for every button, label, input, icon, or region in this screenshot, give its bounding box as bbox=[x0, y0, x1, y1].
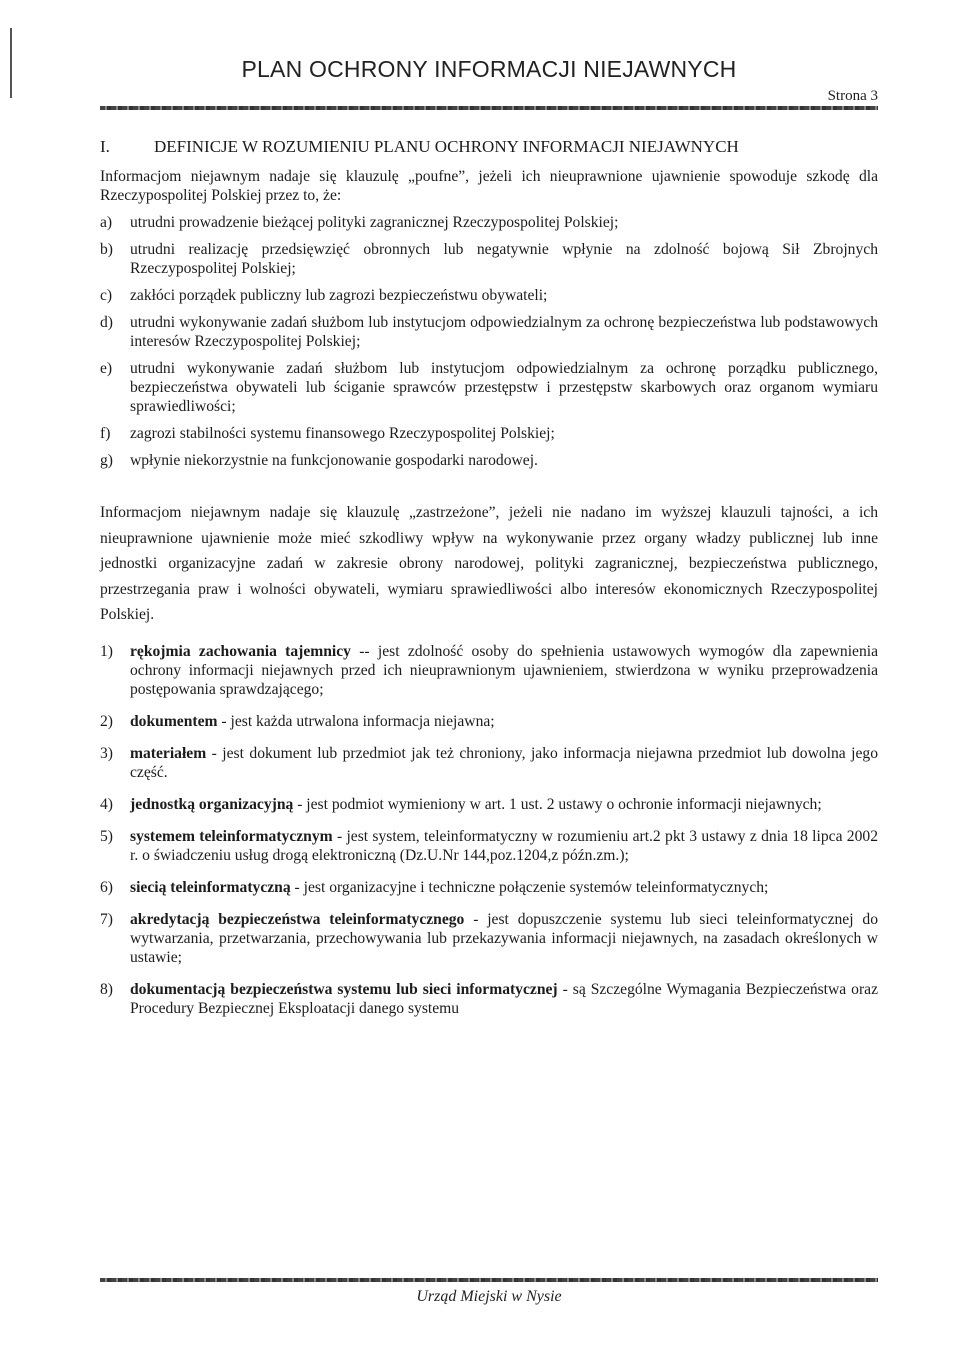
list-item-text: wpłynie niekorzystnie na funkcjonowanie gospodarki narodowej. bbox=[130, 452, 538, 469]
poufne-criteria-list bbox=[100, 213, 878, 470]
definitions-list bbox=[100, 642, 878, 1018]
definition-text: - jest dokument lub przedmiot jak też chroniony, jako informacja niejawna przedmiot lub dowolna jego część. bbox=[130, 744, 878, 781]
list-item-marker: c) bbox=[100, 287, 113, 304]
list-item-text: zakłóci porządek publiczny lub zagrozi bezpieczeństwu obywateli; bbox=[130, 287, 548, 304]
list-item bbox=[100, 313, 878, 351]
definition-body bbox=[130, 878, 878, 897]
definition-item bbox=[100, 980, 878, 1018]
definition-marker: 8) bbox=[100, 980, 113, 998]
definition-marker: 3) bbox=[100, 744, 113, 762]
list-item-text: utrudni wykonywanie zadań służbom lub instytucjom odpowiedzialnym za ochronę bezpieczeństwa lub podstawowych interesów Rzeczypospolitej Polskiej; bbox=[130, 314, 878, 350]
definition-text: - jest system, teleinformatyczny w rozumieniu art.2 pkt 3 ustawy z dnia 18 lipca 2002 r. o świadczeniu usług drogą elektroniczną (Dz.U.Nr 144,poz.1204,z późn.zm.); bbox=[130, 827, 878, 864]
scan-edge-mark bbox=[10, 28, 12, 98]
definition-marker: 6) bbox=[100, 878, 113, 896]
definition-body bbox=[130, 712, 878, 731]
list-item bbox=[100, 424, 878, 443]
definition-term: systemem teleinformatycznym bbox=[130, 827, 333, 845]
definition-body bbox=[130, 980, 878, 1018]
definition-text: -- jest zdolność osoby do spełnienia ustawowych wymogów dla zapewnienia ochrony informacji niejawnych przed ich nieuprawnionym ujawnieniem, stwierdzona w wyniku przeprowadzenia postępowania sprawdzającego; bbox=[130, 642, 878, 698]
definition-term: materiałem bbox=[130, 744, 207, 762]
definition-item bbox=[100, 878, 878, 897]
definition-term: dokumentem bbox=[130, 712, 218, 730]
list-item-text: utrudni realizację przedsięwzięć obronnych lub negatywnie wpłynie na zdolność bojową Sił Zbrojnych Rzeczypospolitej Polskiej; bbox=[130, 241, 878, 277]
definition-marker: 1) bbox=[100, 642, 113, 660]
definition-term: dokumentacją bezpieczeństwa systemu lub sieci informatycznej bbox=[130, 980, 558, 998]
list-item-marker: a) bbox=[100, 214, 113, 231]
paragraph-zastrzezone: Informacjom niejawnym nadaje się klauzulę „zastrzeżone”, jeżeli nie nadano im wyższej klauzuli tajności, a ich nieuprawnione ujawnienie może mieć szkodliwy wpływ na wykonywanie przez organy władzy publicznej lub inne jednostki organizacyjne zadań w zakresie obrony narodowej, polityki zagranicznej, bezpieczeństwa publicznego, przestrzegania praw i wolności obywateli, wymiaru sprawiedliwości albo interesów ekonomicznych Rzeczypospolitej Polskiej. bbox=[100, 504, 878, 623]
definition-text: - jest organizacyjne i techniczne połączenie systemów teleinformatycznych; bbox=[290, 878, 769, 896]
definition-body bbox=[130, 744, 878, 782]
definition-body bbox=[130, 827, 878, 865]
page-footer: Urząd Miejski w Nysie bbox=[416, 1288, 562, 1305]
definition-item bbox=[100, 910, 878, 967]
paragraph-poufne: Informacjom niejawnym nadaje się klauzulę „poufne”, jeżeli ich nieuprawnione ujawnienie spowoduje szkodę dla Rzeczypospolitej Polskiej przez to, że: bbox=[100, 168, 878, 204]
definition-item bbox=[100, 712, 878, 731]
page-content bbox=[100, 136, 878, 1031]
definition-item bbox=[100, 642, 878, 699]
list-item-text: utrudni prowadzenie bieżącej polityki zagranicznej Rzeczypospolitej Polskiej; bbox=[130, 214, 619, 231]
page-number: Strona 3 bbox=[827, 88, 878, 104]
list-item bbox=[100, 240, 878, 278]
list-item bbox=[100, 213, 878, 232]
definition-term: akredytacją bezpieczeństwa teleinformatycznego bbox=[130, 910, 465, 928]
definition-marker: 7) bbox=[100, 910, 113, 928]
list-item-marker: f) bbox=[100, 425, 111, 442]
section-number: I. bbox=[100, 137, 110, 156]
list-item-text: utrudni wykonywanie zadań służbom lub instytucjom odpowiedzialnym za ochronę porządku publicznego, bezpieczeństwa obywateli lub ściganie sprawców przestępstw i przestępstw skarbowych oraz organom wymiaru sprawiedliwości; bbox=[130, 360, 878, 415]
list-item-text: zagrozi stabilności systemu finansowego Rzeczypospolitej Polskiej; bbox=[130, 425, 555, 442]
section-heading bbox=[100, 136, 878, 157]
definition-marker: 5) bbox=[100, 827, 113, 845]
definition-body bbox=[130, 910, 878, 967]
definition-text: - jest dopuszczenie systemu lub sieci teleinformatycznej do wytwarzania, przetwarzania, przechowywania lub przekazywania informacji niejawnych, na zasadach określonych w ustawie; bbox=[130, 910, 878, 966]
definition-body bbox=[130, 795, 878, 814]
definition-item bbox=[100, 827, 878, 865]
list-item-marker: e) bbox=[100, 360, 113, 377]
definition-term: rękojmia zachowania tajemnicy bbox=[130, 642, 351, 660]
footer-divider bbox=[100, 1278, 878, 1282]
definition-text: - są Szczególne Wymagania Bezpieczeństwa oraz Procedury Bezpiecznej Eksploatacji danego systemu bbox=[130, 980, 878, 1017]
definition-marker: 4) bbox=[100, 795, 113, 813]
list-item-marker: b) bbox=[100, 241, 113, 258]
definition-body bbox=[130, 642, 878, 699]
definition-item bbox=[100, 795, 878, 814]
header-divider bbox=[100, 106, 878, 110]
definition-term: siecią teleinformatyczną bbox=[130, 878, 291, 896]
list-item bbox=[100, 286, 878, 305]
section-title: DEFINICJE W ROZUMIENIU PLANU OCHRONY INFORMACJI NIEJAWNYCH bbox=[154, 137, 739, 156]
definition-marker: 2) bbox=[100, 712, 113, 730]
list-item bbox=[100, 451, 878, 470]
definition-text: - jest każda utrwalona informacja niejawna; bbox=[217, 712, 495, 730]
definition-term: jednostką organizacyjną bbox=[130, 795, 294, 813]
definition-item bbox=[100, 744, 878, 782]
list-item bbox=[100, 359, 878, 416]
list-item-marker: d) bbox=[100, 314, 113, 331]
list-item-marker: g) bbox=[100, 452, 113, 469]
page-header-title: PLAN OCHRONY INFORMACJI NIEJAWNYCH bbox=[241, 56, 737, 82]
definition-text: - jest podmiot wymieniony w art. 1 ust. 2 ustawy o ochronie informacji niejawnych; bbox=[293, 795, 822, 813]
